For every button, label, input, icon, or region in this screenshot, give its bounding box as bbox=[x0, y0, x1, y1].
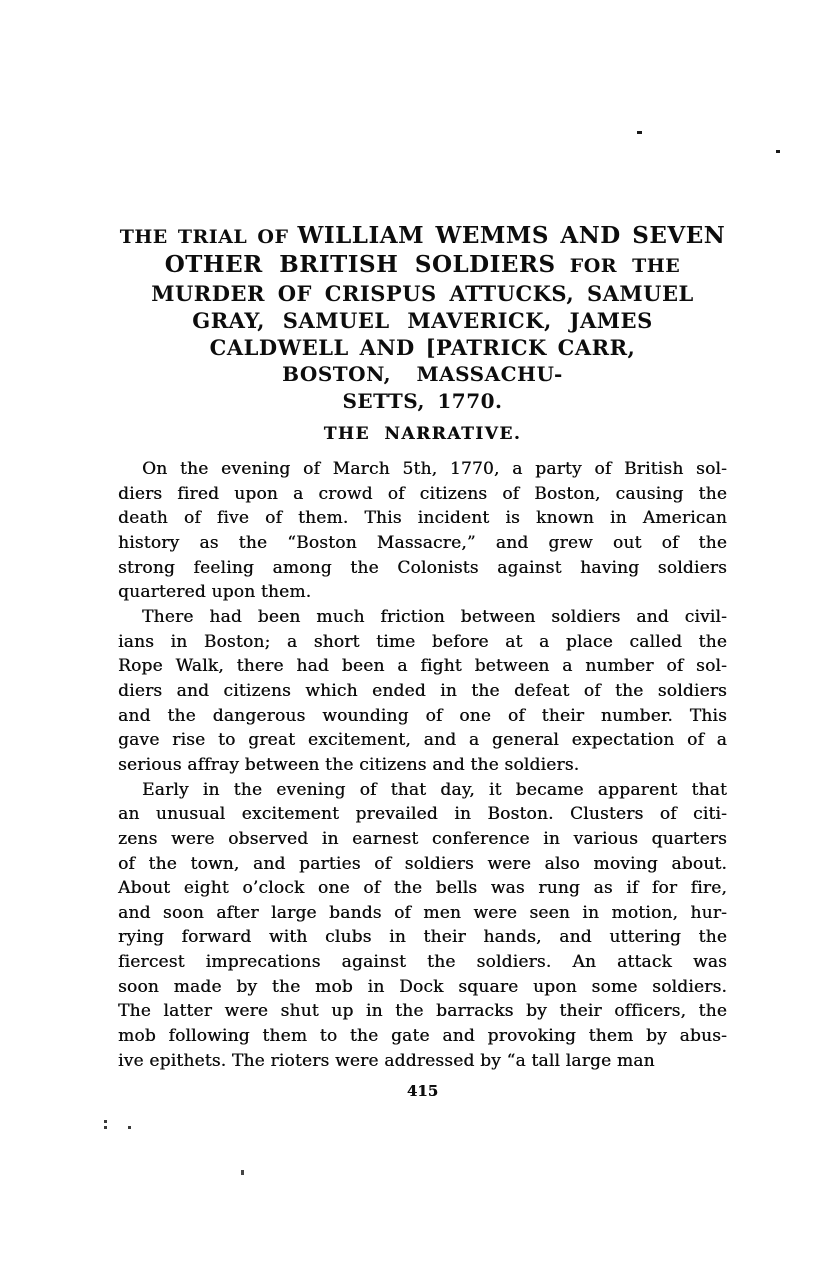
scan-speck bbox=[776, 150, 780, 153]
paragraph-line: fiercest imprecations against the soldiers. An attack was bbox=[118, 952, 727, 973]
scan-speck bbox=[241, 1170, 244, 1175]
paragraph-line: strong feeling among the Colonists against having soldiers bbox=[118, 557, 727, 578]
paragraph-line: mob following them to the gate and provoking them by abus- bbox=[118, 1026, 727, 1047]
paragraph-line: zens were observed in earnest conference in various quarters bbox=[118, 828, 727, 849]
narrative-body bbox=[118, 457, 727, 1073]
title-line-1-prefix: THE TRIAL OF bbox=[119, 226, 289, 248]
paragraph-line: There had been much friction between soldiers and civil- bbox=[142, 606, 727, 627]
paragraph-line: ive epithets. The rioters were addressed by “a tall large man bbox=[118, 1050, 655, 1071]
paragraph-line: The latter were shut up in the barracks by their officers, the bbox=[118, 1001, 727, 1022]
paragraph-line: diers and citizens which ended in the defeat of the soldiers bbox=[118, 680, 727, 701]
title-line-7: SETTS, 1770. bbox=[342, 389, 503, 413]
paragraph-line: history as the “Boston Massacre,” and grew out of the bbox=[118, 532, 727, 553]
paragraph-line: quartered upon them. bbox=[118, 582, 312, 603]
paragraph-line: rying forward with clubs in their hands, and uttering the bbox=[118, 927, 727, 948]
scan-speck bbox=[128, 1126, 131, 1129]
document-title bbox=[118, 222, 727, 415]
paragraph-line: and the dangerous wounding of one of their number. This bbox=[118, 705, 727, 726]
paragraph-line: death of five of them. This incident is known in American bbox=[118, 508, 727, 529]
title-line-1 bbox=[118, 222, 727, 251]
paragraph-line: Rope Walk, there had been a fight between a number of sol- bbox=[118, 656, 727, 677]
title-line-2-suffix: FOR THE bbox=[569, 255, 681, 277]
paragraph-line: On the evening of March 5th, 1770, a party of British sol- bbox=[142, 459, 727, 479]
paragraph-line: soon made by the mob in Dock square upon some soldiers. bbox=[118, 976, 727, 997]
title-line-2-main: OTHER BRITISH SOLDIERS bbox=[164, 251, 556, 278]
section-heading: THE NARRATIVE. bbox=[323, 424, 522, 444]
text-column bbox=[118, 222, 727, 1101]
paragraph-line: ians in Boston; a short time before at a place called the bbox=[118, 631, 727, 652]
title-line-6: BOSTON, MASSACHU- bbox=[282, 362, 563, 386]
title-line-2 bbox=[118, 251, 727, 280]
paragraph-line: and soon after large bands of men were seen in motion, hur- bbox=[118, 902, 727, 923]
paragraph-line: About eight o’clock one of the bells was rung as if for fire, bbox=[118, 878, 727, 899]
title-line-4: GRAY, SAMUEL MAVERICK, JAMES bbox=[192, 308, 653, 333]
title-line-5: CALDWELL AND [PATRICK CARR, bbox=[209, 335, 636, 360]
paragraph-line: gave rise to great excitement, and a general expectation of a bbox=[118, 730, 727, 751]
paragraph-line: an unusual excitement prevailed in Boston. Clusters of citi- bbox=[118, 804, 727, 825]
scan-speck bbox=[104, 1120, 107, 1123]
paragraph-line: Early in the evening of that day, it became apparent that bbox=[142, 779, 727, 800]
title-line-3: MURDER OF CRISPUS ATTUCKS, SAMUEL bbox=[151, 281, 694, 306]
page-number: 415 bbox=[406, 1082, 439, 1101]
paragraph-line: diers fired upon a crowd of citizens of Boston, causing the bbox=[118, 483, 727, 504]
title-line-1-main: WILLIAM WEMMS AND SEVEN bbox=[297, 222, 726, 249]
scan-speck bbox=[637, 131, 642, 134]
paragraph-line: serious affray between the citizens and the soldiers. bbox=[118, 754, 580, 775]
paragraph-line: of the town, and parties of soldiers were also moving about. bbox=[118, 853, 727, 874]
